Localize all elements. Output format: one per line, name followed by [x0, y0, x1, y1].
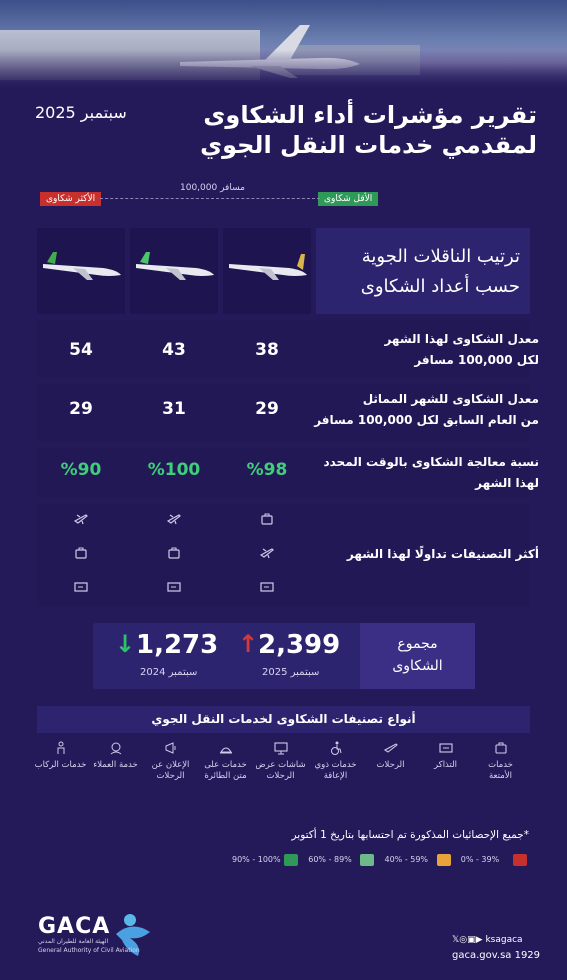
flight-icon	[260, 546, 274, 560]
legend-label: 90% - 100%	[232, 855, 281, 864]
totals-label2: الشكاوى	[392, 658, 443, 674]
meal-icon	[218, 740, 234, 756]
ranking-line1: ترتيب الناقلات الجوية	[361, 246, 520, 267]
linkedin-icon[interactable]: ▣	[467, 935, 476, 945]
ticket-icon	[438, 740, 454, 756]
legend-swatch	[513, 854, 527, 866]
page-title: تقرير مؤشرات أداء الشكاوى لمقدمي خدمات النقل الجوي	[200, 101, 537, 159]
category-label-2: الإعاقة	[323, 771, 348, 781]
category-label-2: متن الطائرة	[204, 771, 247, 781]
flight-icon	[383, 740, 399, 756]
gaca-logo: GACA	[38, 914, 111, 939]
scale-center-label: 100,000 مسافر	[180, 183, 245, 193]
most-complaints-tag: الأكثر شكاوى	[40, 192, 101, 206]
row1-value-1: 38	[255, 340, 279, 360]
support-icon	[108, 740, 124, 756]
instagram-icon[interactable]: ◎	[459, 935, 468, 945]
hero-airport-image	[0, 0, 567, 90]
luggage-icon	[493, 740, 509, 756]
row3-value-3: %90	[60, 460, 102, 480]
row1-value-2: 43	[162, 340, 186, 360]
category-item	[88, 740, 143, 771]
ranking-header	[316, 228, 530, 314]
org-name-ar: الهيئة العامة للطيران المدني	[38, 938, 109, 945]
previous-total: 1,273	[136, 630, 219, 660]
ticket-icon	[74, 580, 88, 594]
legend-swatch	[437, 854, 451, 866]
category-label-2: الرحلات	[266, 771, 295, 781]
least-complaints-tag: الأقل شكاوى	[318, 192, 378, 206]
scale-line	[100, 198, 320, 199]
legend-swatch	[284, 854, 298, 866]
current-period: سبتمبر 2025	[262, 667, 320, 678]
monitor-icon	[273, 740, 289, 756]
category-item	[418, 740, 473, 771]
category-item	[198, 740, 253, 782]
legend-label: 40% - 59%	[384, 855, 429, 864]
airline-plane-icon	[223, 228, 311, 314]
previous-period: سبتمبر 2024	[140, 667, 198, 678]
luggage-icon	[74, 546, 88, 560]
report-date: سبتمبر 2025	[35, 103, 127, 122]
legend-swatch	[360, 854, 374, 866]
top-categories-label: أكثر التصنيفات تداولًا لهذا الشهر	[346, 547, 539, 561]
category-item	[143, 740, 198, 782]
row3-value-1: %98	[246, 460, 288, 480]
flight-icon	[74, 512, 88, 526]
category-label-1: الرحلات	[376, 760, 405, 770]
passenger-icon	[53, 740, 69, 756]
legend-label: 0% - 39%	[460, 855, 500, 864]
category-label-1: التذاكر	[433, 760, 458, 770]
arrow-up-icon: ↑	[238, 630, 259, 658]
category-label-1: خدمات الركاب	[34, 760, 87, 770]
legend	[228, 853, 533, 869]
row1-label: معدل الشكاوى لهذا الشهر لكل 100,000 مسافر	[384, 332, 539, 367]
row2-value-1: 29	[255, 399, 279, 419]
current-total: 2,399	[258, 630, 341, 660]
legend-label: 60% - 89%	[308, 855, 352, 864]
category-label-2: الرحلات	[156, 771, 185, 781]
category-item	[473, 740, 528, 782]
category-list	[33, 740, 528, 800]
social-icons	[452, 935, 523, 945]
row2-label: معدل الشكاوى للشهر المماثل من العام السابق لكل 100,000 مسافر	[314, 392, 539, 427]
ticket-icon	[167, 580, 181, 594]
category-label-1: خدمات	[488, 760, 513, 770]
category-label-1: شاشات عرض	[255, 760, 306, 770]
airline-cell-3	[37, 228, 125, 314]
category-item	[253, 740, 308, 782]
arrow-down-icon: ↓	[115, 630, 136, 658]
airline-plane-icon	[130, 228, 218, 314]
category-label-1: خدمات على	[204, 760, 247, 770]
category-label-1: خدمة العملاء	[93, 760, 138, 770]
x-icon[interactable]: 𝕏	[452, 935, 460, 945]
youtube-icon[interactable]: ▶	[475, 935, 483, 945]
row2-value-2: 31	[162, 399, 186, 419]
wheelchair-icon	[328, 740, 344, 756]
megaphone-icon	[163, 740, 179, 756]
categories-title: أنواع تصنيفات الشكاوى لخدمات النقل الجوي	[151, 712, 416, 726]
luggage-icon	[260, 512, 274, 526]
airline-cell-1	[223, 228, 311, 314]
category-label-2: الأمتعة	[489, 771, 512, 781]
totals-label1: مجموع	[397, 636, 438, 652]
category-item	[308, 740, 363, 782]
row3-label: نسبة معالجة الشكاوى بالوقت المحدد لهذا الشهر	[323, 455, 539, 490]
categories-title-bar	[37, 706, 530, 733]
category-item	[363, 740, 418, 771]
category-label-1: خدمات ذوي	[314, 760, 357, 770]
totals-label-box	[360, 623, 475, 689]
social-handle[interactable]: ksagaca	[485, 935, 523, 945]
category-label-1: الإعلان عن	[151, 760, 190, 770]
airline-cell-2	[130, 228, 218, 314]
ticket-icon	[260, 580, 274, 594]
category-item	[33, 740, 88, 771]
org-name-en: General Authority of Civil Aviation	[38, 947, 140, 954]
row3-value-2: %100	[147, 460, 201, 480]
row2-value-3: 29	[69, 399, 93, 419]
luggage-icon	[167, 546, 181, 560]
stats-note: *جميع الإحصائيات المذكورة تم احتسابها بتاريخ 1 أكتوبر	[291, 829, 529, 841]
row1-value-3: 54	[69, 340, 93, 360]
website[interactable]: gaca.gov.sa 1929	[452, 950, 541, 961]
ranking-line2: حسب أعداد الشكاوى	[360, 276, 520, 297]
airline-plane-icon	[37, 228, 125, 314]
flight-icon	[167, 512, 181, 526]
